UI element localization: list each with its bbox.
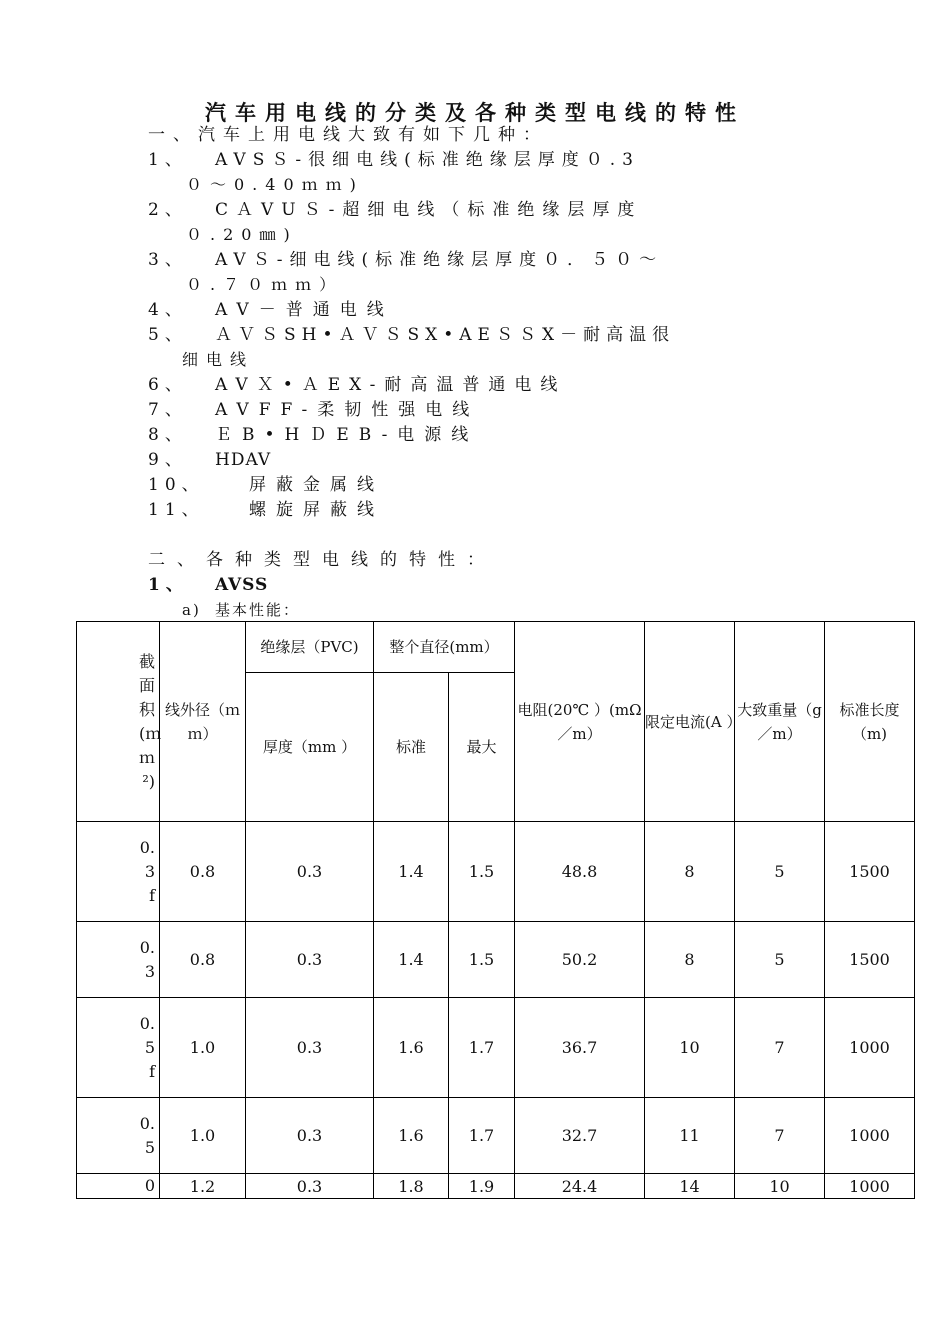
cell-length: 1000 bbox=[825, 1174, 915, 1199]
cell-standard: 1.6 bbox=[374, 1098, 449, 1174]
list-item-text: AVFF-柔韧性强电线 bbox=[215, 400, 480, 420]
table-row bbox=[77, 998, 915, 1098]
list-item-number: 3、 bbox=[148, 250, 188, 270]
cell-resistance: 50.2 bbox=[515, 922, 645, 998]
cell-area: 0.5f bbox=[77, 998, 160, 1098]
cell-thickness: 0.3 bbox=[246, 822, 374, 922]
subsection-a-text: 基本性能： bbox=[215, 601, 301, 619]
cell-weight: 10 bbox=[735, 1174, 825, 1199]
cell-weight: 7 bbox=[735, 998, 825, 1098]
list-item-continuation: 细电线 bbox=[182, 350, 255, 369]
cell-length: 1500 bbox=[825, 822, 915, 922]
cell-outer-diameter: 1.2 bbox=[160, 1174, 246, 1199]
header-standard: 标准 bbox=[374, 673, 449, 822]
table-row bbox=[77, 1174, 915, 1199]
cell-area: 0 bbox=[77, 1174, 160, 1199]
table-row bbox=[77, 1098, 915, 1174]
cell-thickness: 0.3 bbox=[246, 922, 374, 998]
list-item-text: AV－普通电线 bbox=[215, 300, 394, 320]
list-item-continuation: ０～0.40ｍｍ) bbox=[186, 175, 364, 194]
header-insulation: 绝缘层（PVC) bbox=[246, 622, 374, 673]
cell-resistance: 48.8 bbox=[515, 822, 645, 922]
cell-weight: 5 bbox=[735, 922, 825, 998]
list-item-number: 5、 bbox=[148, 325, 188, 345]
list-item-number: 4、 bbox=[148, 300, 188, 320]
cell-current: 10 bbox=[645, 998, 735, 1098]
cell-thickness: 0.3 bbox=[246, 1098, 374, 1174]
table-row bbox=[77, 922, 915, 998]
subsection-a-label: a) bbox=[182, 601, 201, 619]
cell-thickness: 0.3 bbox=[246, 998, 374, 1098]
header-length: 标准长度（m) bbox=[825, 622, 915, 822]
list-item-text: HDAV bbox=[215, 450, 272, 470]
cell-max: 1.5 bbox=[449, 822, 515, 922]
cell-current: 11 bbox=[645, 1098, 735, 1174]
cell-length: 1000 bbox=[825, 1098, 915, 1174]
list-item-number: 10、 bbox=[148, 475, 205, 495]
list-item-number: 9、 bbox=[148, 450, 188, 470]
cell-max: 1.5 bbox=[449, 922, 515, 998]
list-item-text: AVＳ-细电线(标准绝缘层厚度０．５０～ bbox=[215, 250, 664, 270]
list-item-continuation: ０.７０ｍｍ） bbox=[186, 275, 344, 294]
cell-outer-diameter: 0.8 bbox=[160, 822, 246, 922]
cell-outer-diameter: 0.8 bbox=[160, 922, 246, 998]
wire-properties-table bbox=[76, 621, 915, 1199]
cell-standard: 1.4 bbox=[374, 922, 449, 998]
cell-length: 1500 bbox=[825, 922, 915, 998]
list-item-text: ＡＶＳSH•ＡＶＳSX•AEＳＳX－耐高温很 bbox=[215, 325, 676, 345]
cell-length: 1000 bbox=[825, 998, 915, 1098]
header-area: 截面积(ｍｍ²) bbox=[77, 622, 160, 822]
list-item-number: 6、 bbox=[148, 375, 188, 395]
list-item-number: 8、 bbox=[148, 425, 188, 445]
list-item-number: 11、 bbox=[148, 500, 205, 520]
list-item-continuation: ０.20㎜) bbox=[186, 225, 298, 244]
list-item-text: AVSＳ-很细电线(标准绝缘层厚度０.3 bbox=[215, 150, 640, 170]
cell-resistance: 24.4 bbox=[515, 1174, 645, 1199]
list-item-text: 螺旋屏蔽线 bbox=[249, 500, 384, 520]
list-item-text: CＡVUＳ-超细电线（标准绝缘层厚度 bbox=[215, 200, 643, 220]
header-resistance: 电阻(20℃ ）(mΩ／m） bbox=[515, 622, 645, 822]
list-item-number: 7、 bbox=[148, 400, 188, 420]
list-item-text: 屏蔽金属线 bbox=[249, 475, 384, 495]
list-item-text: AVＸ•ＡEX-耐高温普通电线 bbox=[215, 375, 567, 395]
cell-standard: 1.4 bbox=[374, 822, 449, 922]
document-title: 汽车用电线的分类及各种类型电线的特性 bbox=[205, 100, 745, 125]
list-item-number: 2、 bbox=[148, 200, 188, 220]
header-current: 限定电流(A ） bbox=[645, 622, 735, 822]
list-item-text: ＥB•HＤEB-电源线 bbox=[215, 425, 479, 445]
header-outer-diameter: 线外径（ｍｍ） bbox=[160, 622, 246, 822]
subsection-title: AVSS bbox=[215, 575, 269, 595]
list-item-number: 1、 bbox=[148, 150, 188, 170]
cell-current: 8 bbox=[645, 822, 735, 922]
cell-current: 8 bbox=[645, 922, 735, 998]
header-weight: 大致重量（g／m） bbox=[735, 622, 825, 822]
cell-standard: 1.6 bbox=[374, 998, 449, 1098]
cell-weight: 5 bbox=[735, 822, 825, 922]
cell-max: 1.7 bbox=[449, 1098, 515, 1174]
cell-weight: 7 bbox=[735, 1098, 825, 1174]
cell-outer-diameter: 1.0 bbox=[160, 998, 246, 1098]
cell-current: 14 bbox=[645, 1174, 735, 1199]
cell-thickness: 0.3 bbox=[246, 1174, 374, 1199]
subsection-number: 1、 bbox=[148, 575, 189, 595]
table-row bbox=[77, 822, 915, 922]
header-overall-diameter: 整个直径(mm） bbox=[374, 622, 515, 673]
header-thickness: 厚度（mm ） bbox=[246, 673, 374, 822]
cell-max: 1.7 bbox=[449, 998, 515, 1098]
section1-heading: 一、汽车上用电线大致有如下几种： bbox=[148, 125, 548, 145]
cell-area: 0.3 bbox=[77, 922, 160, 998]
cell-standard: 1.8 bbox=[374, 1174, 449, 1199]
header-max: 最大 bbox=[449, 673, 515, 822]
cell-max: 1.9 bbox=[449, 1174, 515, 1199]
cell-resistance: 36.7 bbox=[515, 998, 645, 1098]
cell-outer-diameter: 1.0 bbox=[160, 1098, 246, 1174]
cell-resistance: 32.7 bbox=[515, 1098, 645, 1174]
cell-area: 0.3f bbox=[77, 822, 160, 922]
cell-area: 0.5 bbox=[77, 1098, 160, 1174]
section2-heading: 二、各种类型电线的特性： bbox=[148, 550, 496, 570]
